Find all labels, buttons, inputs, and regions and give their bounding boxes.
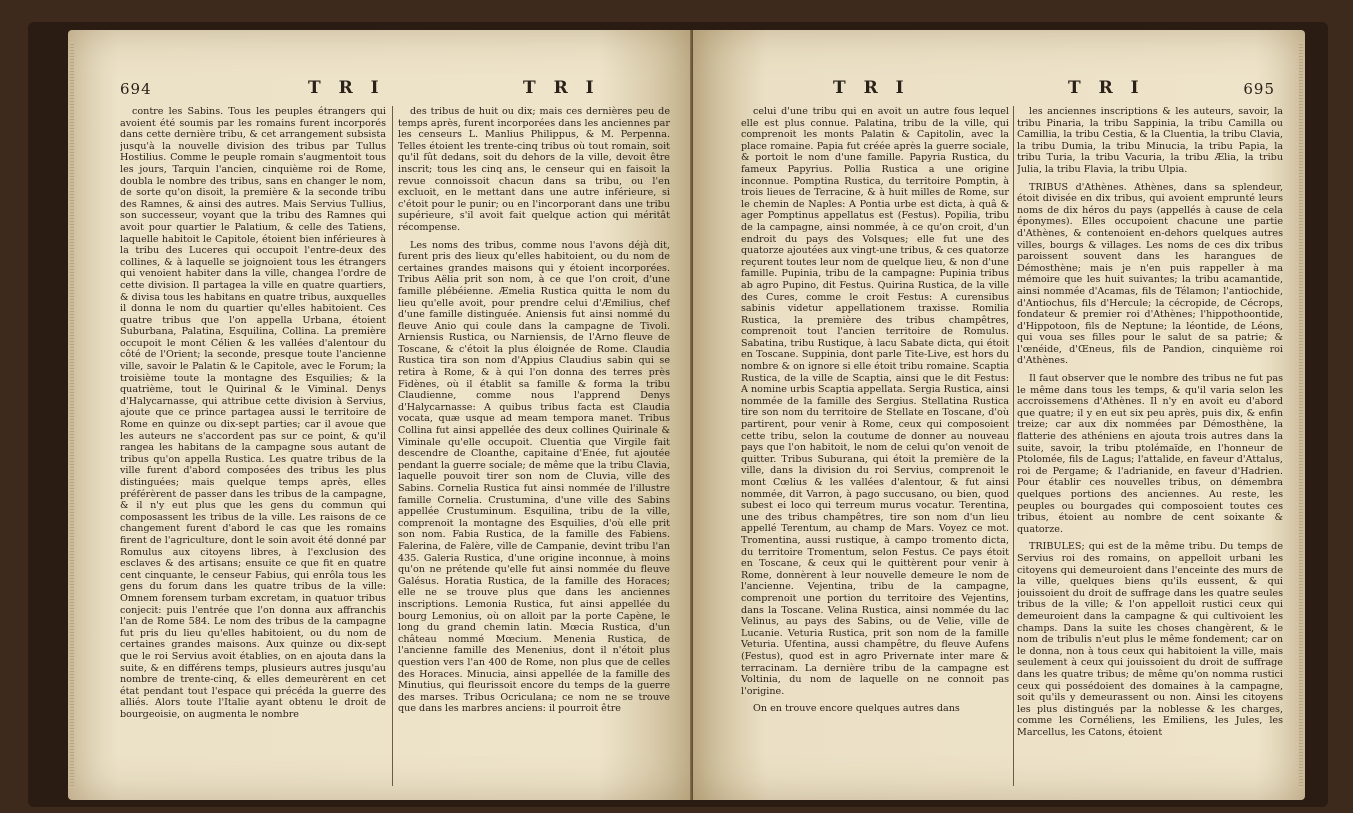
left-column-2: [398, 106, 670, 786]
right-column-divider: [1013, 106, 1014, 786]
right-col1-para-2: On en trouve encore quelques autres dans: [753, 703, 960, 715]
left-col2-para-2: Les noms des tribus, comme nous l'avons déjà dit, furent pris des lieux qu'elles habitoient, ou du nom de certaines grandes maisons qui y étoient incorporées. Tribus Aëlia prit son nom, à ce que l'on croit, d'une famille plébéienne. Æmelia Rustica quitta le nom du lieu qu'elle avoit, pour prendre celui d'Æmilius, chef d'une famille distinguée. Aniensis fut ainsi nommé du fleuve Anio qui coule dans la campagne de Tivoli. Arniensis Rustica, ou Narniensis, de l'Arno fleuve de Toscane, & c'étoit la plus éloignée de Rome. Claudia Rustica tira son nom d'Appius Claudius sabin qui se retira à Rome, & à qui l'on donna des terres près Fidènes, où il établit sa famille & forma la tribu Claudienne, comme nous l'apprend Denys d'Halycarnasse: A quibus tribus facta est Claudia vocata, quæ usque ad meam tempora manet. Tribus Collina fut ainsi appellée des deux collines Quirinale & Viminale qu'elle occupoit. Cluentia que Virgile fait descendre de Cloanthe, capitaine d'Enée, fut ajoutée pendant la guerre sociale; de même que la tribu Clavia, laquelle pouvoit tirer son nom de Cluvia, ville des Sabins. Cornelia Rustica fut ainsi nommée de l'illustre famille Cornelia. Crustumina, d'une ville des Sabins appellée Crustuminum. Esquilina, tribu de la ville, comprenoit la montagne des Esquilies, d'où elle prit son nom. Fabia Rustica, de la famille des Fabiens. Falerina, de Falère, ville de Campanie, devint tribu l'an 435. Galeria Rustica, d'une origine inconnue, à moins qu'on ne prétende qu'elle fut ainsi nommée du fleuve Galésus. Horatia Rustica, de la famille des Horaces; elle ne se trouve plus que dans les anciennes inscriptions. Lemonia Rustica, fut ainsi appellée du bourg Lemonius, où on alloit par la porte Capène, le long du grand chemin latin. Mœcia Rustica, d'un château nommé Mœcium. Menenia Rustica, de l'ancienne famille des Menenius, dont il n'étoit plus question vers l'an 400 de Rome, non plus que de celles des Horaces. Minucia, ainsi appellée de la famille des Minutius, qui fleurissoit encore du temps de la guerre des marses. Tribus Ocriculana; ce nom ne se trouve que dans les marbres anciens: il pourroit être: [398, 239, 670, 715]
right-col2-para-3: Il faut observer que le nombre des tribus ne fut pas le même dans tous les temps, & qu'il varia selon les accroissemens d'Athènes. Il n'y en avoit eu d'abord que quatre; il y en eut six peu après, puis dix, & enfin treize; car aux dix nommées par Démosthène, la flatterie des athéniens en ajouta trois autres dans la suite, savoir, la tribu ptolémaïde, en l'honneur de Ptolomée, fils de Lagus; l'attalide, en faveur d'Attalus, roi de Pergame; & l'adrianide, en faveur d'Hadrien. Pour établir ces nouvelles tribus, on démembra quelques portions des anciennes. Au reste, les peuples ou bourgades qui composoient toutes ces tribus, étoient au nombre de cent soixante & quatorze.: [1017, 373, 1283, 535]
right-column-2: [1017, 106, 1283, 786]
left-running-head: [68, 78, 693, 100]
left-head-title-2: T R I: [523, 78, 600, 98]
open-book: [28, 22, 1328, 807]
left-page-number: 694: [120, 80, 152, 98]
right-col2-para-1: les anciennes inscriptions & les auteurs, savoir, la tribu Pinaria, la tribu Sappinia, la tribu Camilla ou Camillia, la tribu Cestia, & la Cluentia, la tribu Clavia, la tribu Dumia, la tribu Minucia, la tribu Papia, la tribu Turia, la tribu Vacuria, la tribu Ælia, la tribu Julia, la tribu Flavia, la tribu Ulpia.: [1017, 106, 1283, 175]
left-column-1: [120, 106, 386, 786]
right-running-head: [693, 78, 1305, 100]
left-col2-para-1: des tribus de huit ou dix; mais ces dernières peu de temps après, furent incorporées dans les anciennes par les censeurs L. Manlius Philippus, & M. Perpenna. Telles étoient les trente-cinq tribus où tout romain, soit qu'il fût dedans, soit du dehors de la ville, devoit être inscrit; tous les cinq ans, le censeur qui en faisoit la revue connoissoit chacun dans sa tribu, ou l'en excluoit, en le mettant dans une autre inférieure, si c'étoit pour le punir; ou en l'incorporant dans une tribu supérieure, s'il avoit fait quelque action qui méritât récompense.: [398, 106, 670, 233]
left-column-divider: [392, 106, 393, 786]
right-head-title-2: T R I: [1068, 78, 1145, 98]
right-column-1: [741, 106, 1009, 786]
left-col1-para-1: contre les Sabins. Tous les peuples étrangers qui avoient été soumis par les romains furent incorporés dans cette dernière tribu, & cet arrangement subsista jusqu'à la nouvelle division des tribus par Tullus Hostilius. Comme le peuple romain s'augmentoit tous les jours, Tarquin l'ancien, cinquième roi de Rome, doubla le nombre des tribus, sans en changer le nom, de sorte qu'on disoit, la première & la seconde tribu des Ramnes, & ainsi des autres. Mais Servius Tullius, son successeur, voyant que la tribu des Ramnes qui avoit pour quartier le Palatium, & celle des Tatiens, laquelle habitoit le Capitole, étoient bien inférieures à la tribu des Luceres qui occupoit l'entre-deux des collines, & à laquelle se joignoient tous les étrangers qui venoient habiter dans la ville, changea l'ordre de cette division. Il partagea la ville en quatre quartiers, & divisa tous les habitans en quatre tribus, auxquelles il donna le nom du quartier qu'elles habitoient. Ces quatre tribus que l'on appella Urbana, étoient Suburbana, Palatina, Esquilina, Collina. La première occupoit le mont Célien & les vallées d'alentour du côté de l'Orient; la seconde, presque toute l'ancienne ville, savoir le Palatin & le Capitole, avec le Forum; la troisième toute la montagne des Esquilies; & la quatrième, tout le Quirinal & le Viminal. Denys d'Halycarnasse, qui attribue cette division à Servius, ajoute que ce prince partagea aussi le territoire de Rome en quinze ou dix-sept parties; car il avoue que les auteurs ne s'accordent pas sur ce point, & qu'il rangea les habitans de la campagne sous autant de tribus qu'on appella Rustica. Les quatre tribus de la ville furent d'abord composées des tribus les plus distinguées; mais quelque temps après, elles préférèrent de passer dans les tribus de la campagne, & il n'y eut plus que les gens du commun qui composassent les tribus de la ville. Les raisons de ce changement furent d'abord le cas que les romains firent de l'agriculture, dont le soin avoit été donné par Romulus aux citoyens libres, à l'exclusion des esclaves & des artisans; ensuite ce que fit en quatre cent cinquante, le censeur Fabius, qui enrôla tous les gens du forum dans les quatre tribus de la ville: Omnem forensem turbam excretam, in quatuor tribus conjecit: puis l'entrée que l'on donna aux affranchis l'an de Rome 584. Le nom des tribus de la campagne fut pris du lieu qu'elles habitoient, ou du nom de certaines grandes maisons. Aux quinze ou dix-sept que le roi Servius avoit établies, on en ajouta dans la suite, & en différens temps, plusieurs autres jusqu'au nombre de trente-cinq, & elles demeurèrent en cet état pendant tout l'espace qui précéda la guerre des alliés. Alors toute l'Italie ayant obtenu le droit de bourgeoisie, on augmenta le nombre: [120, 106, 386, 720]
right-page-number: 695: [1243, 80, 1275, 98]
left-page: [68, 30, 693, 800]
right-col2-para-2: TRIBUS d'Athènes. Athènes, dans sa splendeur, étoit divisée en dix tribus, qui avoient emprunté leurs noms de dix héros du pays (appellés à cause de cela éponymes). Elles occupoient chacune une partie d'Athènes, & contenoient en-dehors quelques autres villes, bourgs & villages. Les noms de ces dix tribus paroissent souvent dans les harangues de Démosthène; mais je n'en puis rappeller à ma mémoire que les huit suivantes; la tribu acamantide, ainsi nommée d'Acamas, fils de Télamon; l'antiochide, d'Antiochus, fils d'Hercule; la cécropide, de Cécrops, fondateur & premier roi d'Athènes; l'hippothoontide, d'Hippotoon, fils de Neptune; la léontide, de Léons, qui voua ses filles pour le salut de sa patrie; & l'œnéide, d'Œneus, fils de Pandion, cinquième roi d'Athènes.: [1017, 181, 1283, 367]
right-col1-para-1: celui d'une tribu qui en avoit un autre fous lequel elle est plus connue. Palatina, tribu de la ville, qui comprenoit les monts Palatin & Capitolin, avec la place romaine. Papia fut créée après la guerre sociale, & portoit le nom d'une famille. Papyria Rustica, du fameux Papyrius. Pollia Rustica a une origine inconnue. Pomptina Rustica, du territoire Pomptin, à trois lieues de Terracine, & à huit milles de Rome, sur le chemin de Naples: A Pontia urbe est dicta, à quâ & ager Pomptinus appellatus est (Festus). Popilia, tribu de la campagne, ainsi nommée, à ce qu'on croit, d'un endroit du pays des Volsques; elle fut une des quatorze ajoutées aux vingt-une tribus, & ces quatorze reçurent toutes leur nom de quelque lieu, & non d'une famille. Pupinia, tribu de la campagne: Pupinia tribus ab agro Pupino, dit Festus. Quirina Rustica, de la ville des Cures, comme le croit Festus: A curensibus sabinis videtur appellationem traxisse. Romilia Rustica, la première des tribus champêtres, comprenoit tout l'ancien territoire de Romulus. Sabatina, tribu Rustique, à lacu Sabate dicta, qui étoit en Toscane. Suppinia, dont parle Tite-Live, est hors du nombre & on ignore si elle étoit tribu romaine. Scaptia Rustica, de la ville de Scaptia, ainsi que le dit Festus: A nomine urbis Scaptia appellata. Sergia Rustica, ainsi nommée de la famille des Sergius. Stellatina Rustica tire son nom du territoire de Stellate en Toscane, d'où partirent, pour venir à Rome, ceux qui composoient cette tribu, selon la coutume de donner au nouveau pays que l'on habitoit, le nom de celui qu'on venoit de quitter. Tribus Suburana, qui étoit la première de la ville, dans la division du roi Servius, comprenoit le mont Cœlius & les vallées d'alentour, & fut ainsi nommée, dit Varron, à pago succusano, ou bien, quod subest ei loco qui terreum murus vocatur. Terentina, une des tribus champêtres, tire son nom d'un lieu appellé Terentum, au champ de Mars. Voyez ce mot. Tromentina, aussi rustique, à campo tromento dicta, du territoire Tromentum, selon Festus. Ce pays étoit en Toscane, & ceux qui le quittèrent pour venir à Rome, donnèrent à leur nouvelle demeure le nom de l'ancienne. Vejentina, tribu de la campagne, comprenoit une portion du territoire des Vejentins, dans la Toscane. Velina Rustica, ainsi nommée du lac Velinus, au pays des Sabins, ou de Velie, ville de Lucanie. Veturia Rustica, prit son nom de la famille Veturia. Ufentina, aussi champêtre, du fleuve Aufens (Festus), quod est in agro Privernate inter mare & terracinam. La dernière tribu de la campagne est Voltinia, du nom de laquelle on ne connoit pas l'origine.: [741, 106, 1009, 697]
right-page: [693, 30, 1305, 800]
left-head-title-1: T R I: [308, 78, 385, 98]
right-col2-para-4: TRIBULES; qui est de la même tribu. Du temps de Servius roi des romains, on appelloit urbani les citoyens qui demeuroient dans l'enceinte des murs de la ville, quelques biens qu'ils eussent, & qui jouissoient du droit de suffrage dans les quatre seules tribus de la ville; & l'on appelloit rustici ceux qui demeuroient dans la campagne & qui cultivoient les champs. Dans la suite les choses changèrent, & le nom de tribulis n'eut plus le même fondement; car on le donna, non à tous ceux qui habitoient la ville, mais seulement à ceux qui jouissoient du droit de suffrage dans les quatre tribus; de même qu'on nomma rustici ceux qui possédoient des domaines à la campagne, soit qu'ils y demeurassent ou non. Ainsi les citoyens les plus distingués par la noblesse & les charges, comme les Cornéliens, les Emiliens, les Jules, les Marcellus, les Catons, étoient: [1017, 541, 1283, 738]
right-head-title-1: T R I: [833, 78, 910, 98]
